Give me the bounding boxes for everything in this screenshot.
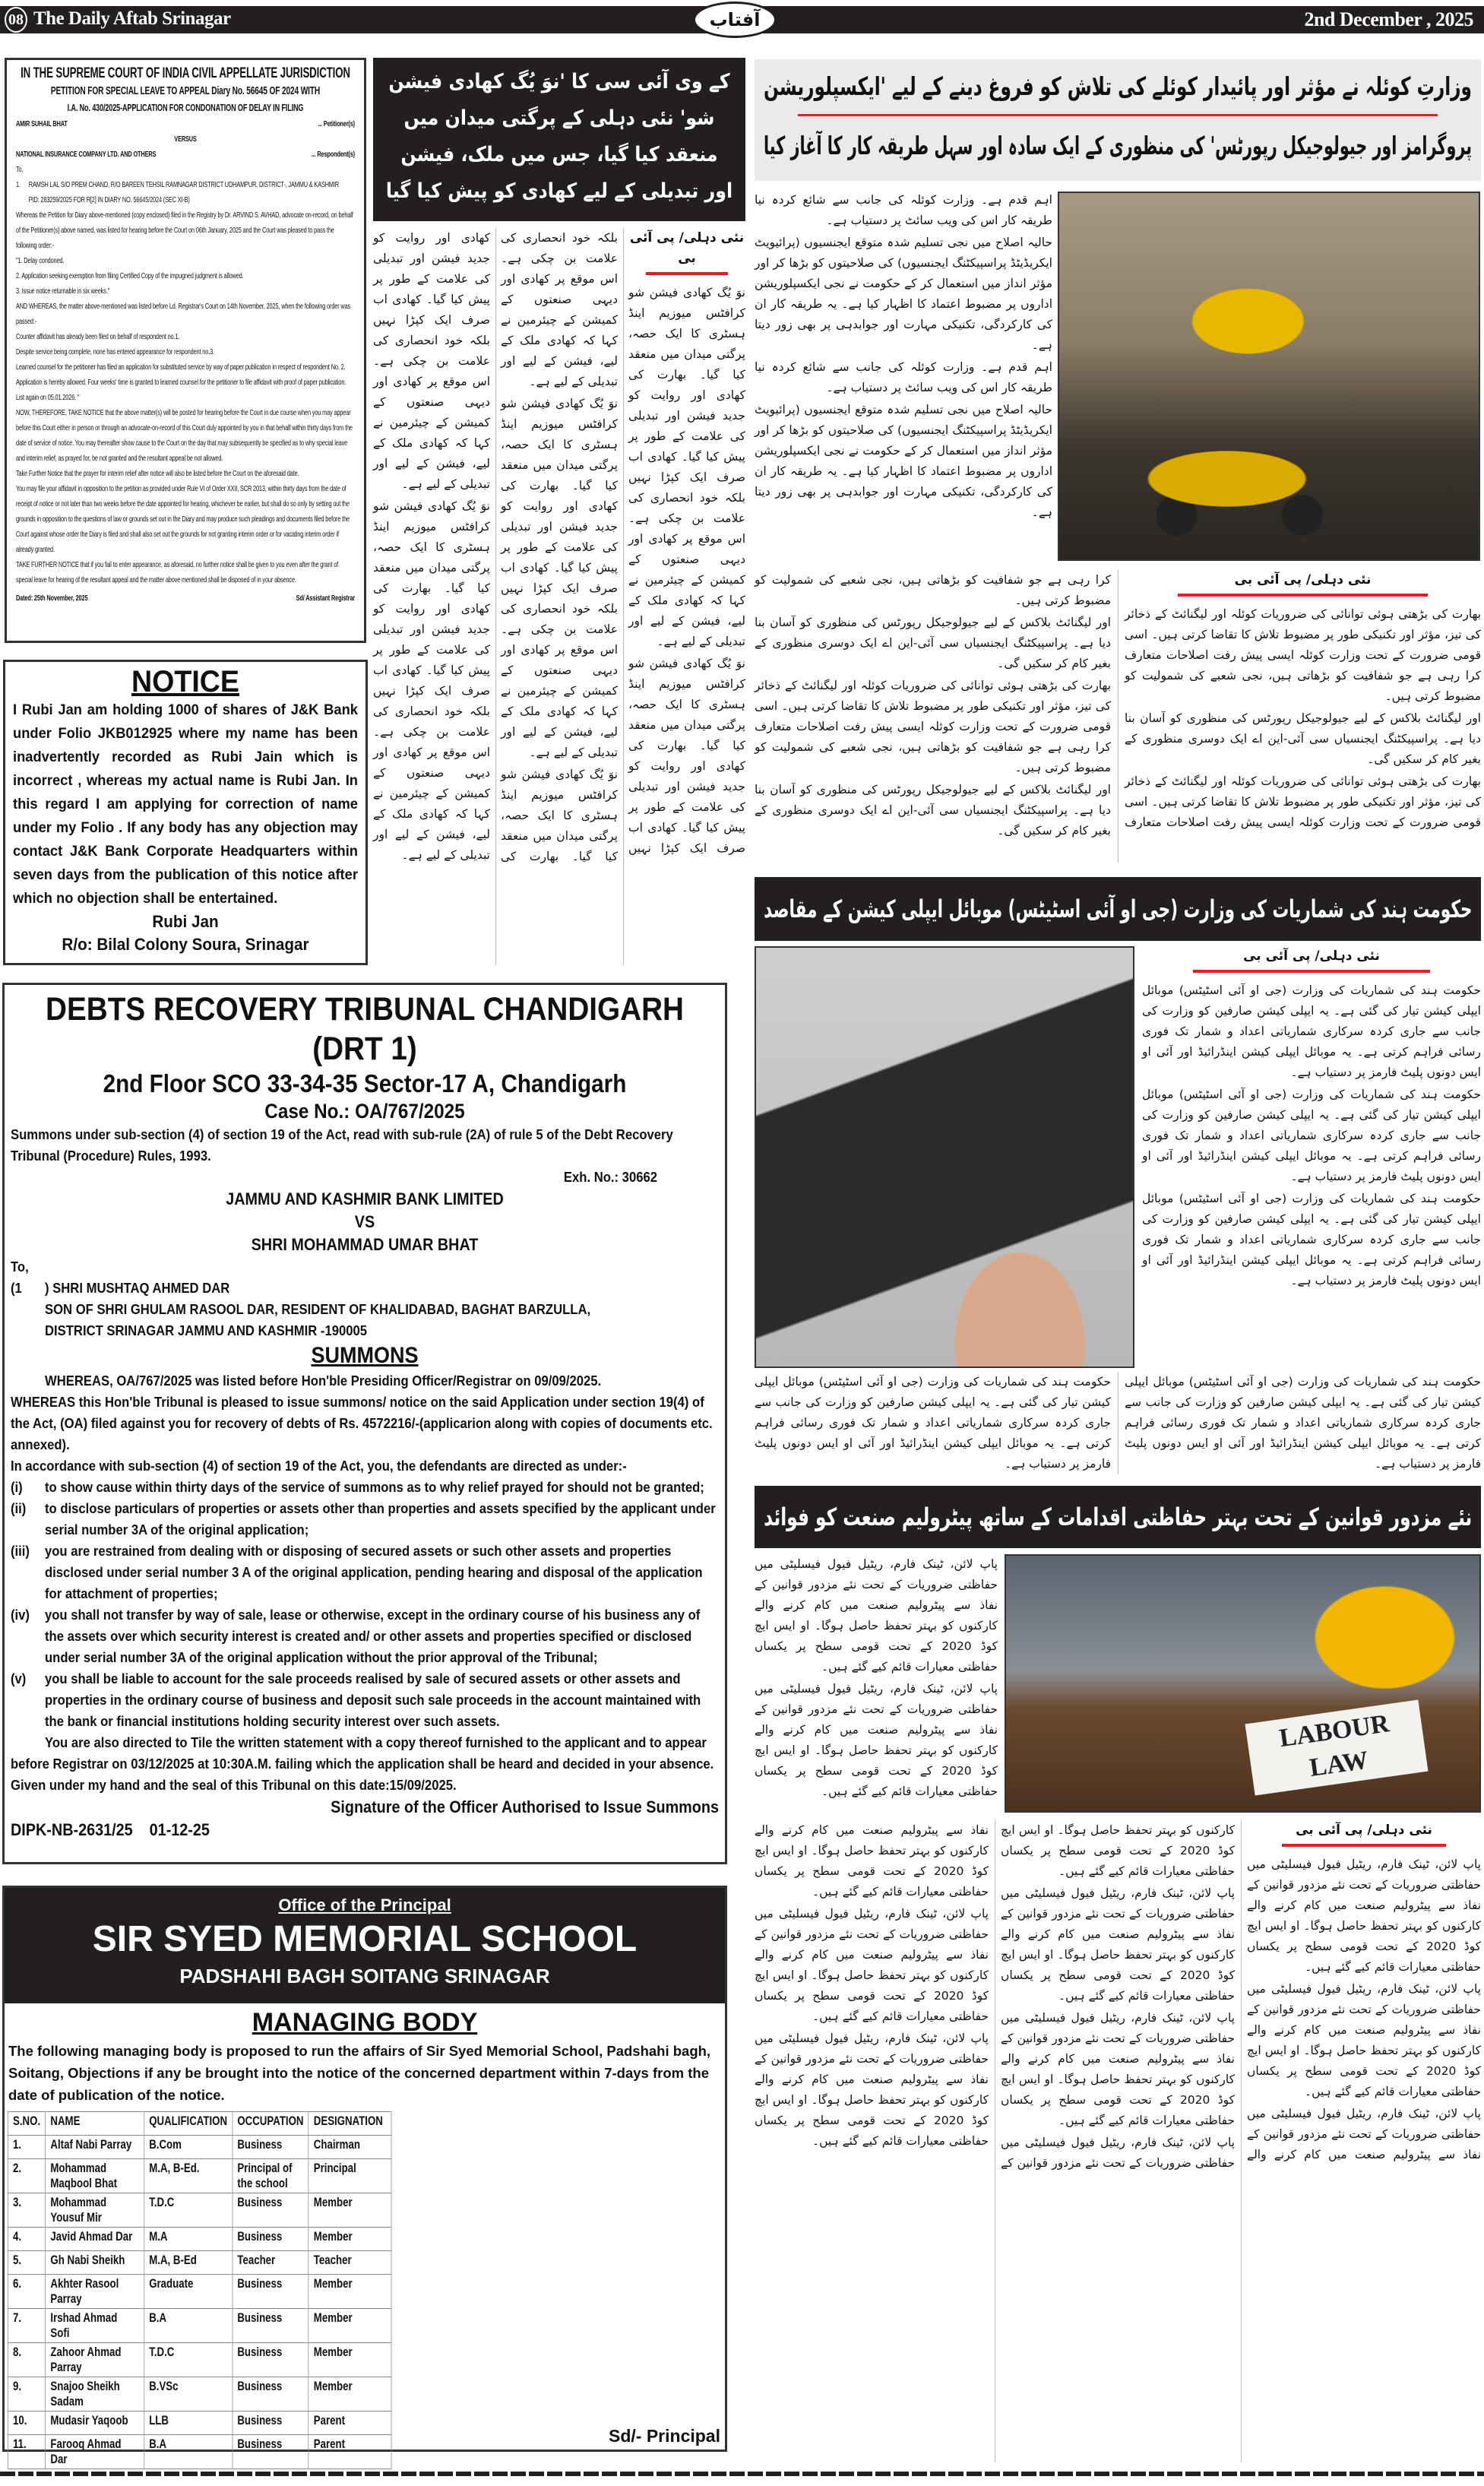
coal-headline-line-2: پروگرامز اور جیولوجیکل رپورٹس' کی منظوری کے ایک سادہ اور سہل طریقہ کار کا آغاز کیا xyxy=(763,131,1472,160)
issue-date: 2nd December , 2025 xyxy=(1304,8,1473,30)
notice-body: I Rubi Jan am holding 1000 of shares of J&K Bank under Folio JKB012925 where my name has been inadvertently recorded as Rubi Jain which is incorrect , whereas my actual name is Rubi Jan. In this regard I am applying for correction of name under my Folio . If any body has any objection may contact J&K Bank Corporate Headquarters within seven days from the publication of this notice after which no objection shall be entertained. xyxy=(13,701,358,907)
table-row xyxy=(8,2435,391,2469)
article-paragraph: پاپ لائن، ٹینک فارم، ریٹیل فیول فیسلیٹی میں حفاظتی ضروریات کے تحت نئے مزدور قوانین کے نفاذ سے پیٹرولیم صنعت میں کام کرنے والے کارکنوں کو بہتر تحفظ حاصل ہوگا۔ او ایس ایچ کوڈ 2020 کے تحت قومی سطح پر یکساں حفاظتی معیارات قائم کیے گئے ہیں۔ xyxy=(755,1557,998,1674)
whereas-listed: WHEREAS, OA/767/2025 was listed before Hon'ble Presiding Officer/Registrar on 09/09/2025. xyxy=(45,1373,602,1389)
table-cell: Mudasir Yaqoob xyxy=(46,2412,144,2435)
table-cell: B.Com xyxy=(144,2136,233,2159)
summons-heading: SUMMONS xyxy=(311,1343,419,1368)
table-cell: M.A, B-Ed xyxy=(144,2251,233,2275)
mobile-phone-photo xyxy=(755,946,1134,1368)
table-cell: Mohammad Yousuf Mir xyxy=(46,2193,144,2228)
divider xyxy=(1193,970,1430,973)
article-body xyxy=(1142,980,1481,1291)
article-body xyxy=(755,1820,1481,2174)
direction-item xyxy=(11,1541,719,1604)
notice-paragraph: NOW, THEREFORE, TAKE NOTICE that the above matter(s) will be posted for hearing before the Court in due course when you may appear before this Court either in person or through an advocate-on-record of this Court duly appointed by you in that behalf within thirty days from the date of service of notice. You may thereafter show cause to the Court on the day that may subsequently be specified as to why special leave and interim relief, as prayed for, be not granted and the resultant appeal be not allowed. xyxy=(16,408,353,463)
table-cell: Business xyxy=(233,2412,309,2435)
table-row xyxy=(8,2228,391,2251)
name-correction-notice xyxy=(3,660,368,965)
vs: VS xyxy=(354,1212,375,1231)
column-header: S.NO. xyxy=(8,2112,45,2136)
notice-paragraph: Despite service being complete, none has entered appearance for respondent no.3. xyxy=(16,347,214,356)
coal-headline-line-2-row xyxy=(755,116,1481,176)
table-cell: B.A xyxy=(144,2309,233,2343)
coal-article-top xyxy=(755,190,1052,562)
direction-number: (iii) xyxy=(11,1543,30,1559)
table-cell: Member xyxy=(309,2228,391,2251)
dateline: نئی دہلی/ پی آئی بی xyxy=(1234,572,1372,587)
column-header: QUALIFICATION xyxy=(144,2112,233,2136)
khadi-article xyxy=(373,228,745,965)
directions-list xyxy=(11,1477,719,1732)
column-header: NAME xyxy=(46,2112,144,2136)
article-paragraph: پاپ لائن، ٹینک فارم، ریٹیل فیول فیسلیٹی میں حفاظتی ضروریات کے تحت نئے مزدور قوانین کے نفاذ سے پیٹرولیم صنعت میں کام کرنے والے کارکنوں کو بہتر تحفظ حاصل ہوگا۔ او ایس ایچ کوڈ 2020 کے تحت قومی سطح پر یکساں حفاظتی معیارات قائم کیے گئے ہیں۔ xyxy=(1247,1982,1481,2098)
addressee-line-2: DISTRICT SRINAGAR JAMMU AND KASHMIR -190005 xyxy=(45,1322,368,1338)
addressee: RAMSH LAL S/O PREM CHAND, R/O BAREEN TEHSIL RAMNAGAR DISTRICT UDHAMPUR, DISTRICT-, JAMMU & KASHMIR xyxy=(28,180,339,189)
article-paragraph: اور لیگنائٹ بلاکس کے لیے جیولوجیکل رپورٹس کی منظوری کو آسان بنا دیا ہے۔ پراسپیکٹنگ ایجنسیاں سی آئی-این اے ایک دوسری منظوری کے بغیر کام کر سکیں گی۔ xyxy=(755,783,1111,838)
table-cell: Business xyxy=(233,2193,309,2228)
divider xyxy=(1178,594,1427,597)
coal-headline-line-1: وزارتِ کوئلہ نے مؤثر اور پائیدار کوئلے کی تلاش کو فروغ دینے کے لیے 'ایکسپلوریشن xyxy=(764,71,1472,101)
table-cell: 5. xyxy=(8,2251,45,2275)
table-cell: 3. xyxy=(8,2193,45,2228)
article-paragraph: اور لیگنائٹ بلاکس کے لیے جیولوجیکل رپورٹس کی منظوری کو آسان بنا دیا ہے۔ پراسپیکٹنگ ایجنسیاں سی آئی-این اے ایک دوسری منظوری کے بغیر کام کر سکیں گی۔ xyxy=(755,616,1111,670)
article-paragraph: پاپ لائن، ٹینک فارم، ریٹیل فیول فیسلیٹی میں حفاظتی ضروریات کے تحت نئے مزدور قوانین کے نفاذ سے پیٹرولیم صنعت میں کام کرنے والے کارکنوں کو بہتر تحفظ حاصل ہوگا۔ او ایس ایچ کوڈ 2020 کے تحت قومی سطح پر یکساں حفاظتی معیارات قائم کیے گئے ہیں۔ xyxy=(1247,1857,1481,1974)
table-cell: Javid Ahmad Dar xyxy=(46,2228,144,2251)
notice-paragraph: "1. Delay condoned. xyxy=(16,256,65,265)
also-directed: You are also directed to Tile the written statement with a copy thereof furnished to the applicant and to appear before Registrar on 03/12/2025 at 10:30A.M. failing which the application shall be heard and decided in your absence. xyxy=(11,1734,714,1772)
article-paragraph: پاپ لائن، ٹینک فارم، ریٹیل فیول فیسلیٹی میں حفاظتی ضروریات کے تحت نئے مزدور قوانین کے نفاذ سے پیٹرولیم صنعت میں کام کرنے والے کارکنوں کو بہتر تحفظ حاصل ہوگا۔ او ایس ایچ کوڈ 2020 کے تحت قومی سطح پر یکساں حفاظتی معیارات قائم کیے گئے ہیں۔ xyxy=(755,2032,989,2148)
article-body xyxy=(755,190,1052,523)
school-header xyxy=(5,1888,725,2003)
statistics-headline-box xyxy=(755,877,1481,941)
statistics-article-bottom xyxy=(755,1372,1481,1474)
table-cell: Business xyxy=(233,2275,309,2309)
table-cell: Business xyxy=(233,2435,309,2469)
table-cell: B.VSc xyxy=(144,2377,233,2412)
article-paragraph: بھارت کی بڑھتی ہوئی توانائی کی ضروریات کوئلہ اور لیگنائٹ کے ذخائر کی تیز، مؤثر اور تکنیکی طور پر مضبوط تلاش کا تقاضا کرتی ہیں۔ اسی قومی ضرورت کے تحت وزارت کوئلہ ایسی پیش رفت اصلاحات متعارف کرا رہی ہے جو شفافیت کو بڑھاتی ہیں، نجی شعبے کی شمولیت کو مضبوط کرتی ہیں۔ xyxy=(755,573,1481,829)
notice-paragraph: 3. Issue notice returnable in six weeks." xyxy=(16,287,110,296)
article-paragraph: اہم قدم ہے۔ وزارت کوئلہ کی جانب سے شائع کردہ نیا طریقہ کار اس کی ویب سائٹ پر دستیاب ہے۔ xyxy=(755,193,1052,227)
article-paragraph: پاپ لائن، ٹینک فارم، ریٹیل فیول فیسلیٹی میں حفاظتی ضروریات کے تحت نئے مزدور قوانین کے نفاذ سے پیٹرولیم صنعت میں کام کرنے والے کارکنوں کو بہتر تحفظ حاصل ہوگا۔ او ایس ایچ کوڈ 2020 کے تحت قومی سطح پر یکساں حفاظتی معیارات قائم کیے گئے ہیں۔ xyxy=(755,1823,1235,2170)
notice-paragraph: TAKE FURTHER NOTICE that if you fail to enter appearance, as aforesaid, no further notice shall be given to you even after the grant of special leave for hearing of the resultant appeal and the matter above mentioned shall be disposed of in your absence. xyxy=(16,560,339,584)
table-cell: Teacher xyxy=(233,2251,309,2275)
dipk-reference: DIPK-NB-2631/25 01-12-25 xyxy=(11,1820,210,1839)
petitioner: AMIR SUHAIL BHAT xyxy=(16,119,68,128)
applicant: JAMMU AND KASHMIR BANK LIMITED xyxy=(226,1189,504,1208)
respondent-role: ... Respondent(s) xyxy=(311,150,355,159)
pid: PID: 283259/2025 FOR R[2] IN DIARY NO. 56645/2024 (SEC XI-B) xyxy=(28,195,190,204)
article-paragraph: پاپ لائن، ٹینک فارم، ریٹیل فیول فیسلیٹی میں حفاظتی ضروریات کے تحت نئے مزدور قوانین کے نفاذ سے پیٹرولیم صنعت میں کام کرنے والے کارکنوں کو بہتر تحفظ حاصل ہوگا۔ او ایس ایچ کوڈ 2020 کے تحت قومی سطح پر یکساں حفاظتی معیارات قائم کیے گئے ہیں۔ xyxy=(1001,2011,1235,2127)
article-body xyxy=(373,228,745,867)
notice-paragraph: You may file your affidavit in opposition to the petition as provided under Rule VI of Order XXII, SCR 2013, within thirty days from the date of receipt of notice or not later than two weeks before the date appointed for hearing, whichever be earlier, but shall do so only by setting out the grounds in opposition to the questions of law or grounds set out in the Diary and may produce such pleadings and documents filed before the Court against whose order the Diary is filed and shall also set out the grounds for not granting interim order or for vacating interim order if already granted. xyxy=(16,484,350,554)
article-paragraph: حکومت ہند کی شماریات کی وزارت (جی او آئی اسٹیٹس) موبائل ایپلی کیشن تیار کی گئی ہے۔ یہ ایپلی کیشن صارفین کو وزارت کی جانب سے جاری کردہ سرکاری شماریاتی اعداد و شمار تک فوری رسائی فراہم کرتی ہے۔ یہ موبائل ایپلی کیشن اینڈرائیڈ اور آئی او ایس دونوں پلیٹ فارمز پر دستیاب ہے۔ xyxy=(1142,1192,1481,1287)
table-cell: Irshad Ahmad Sofi xyxy=(46,2309,144,2343)
statistics-headline: حکومت ہند کی شماریات کی وزارت (جی او آئی اسٹیٹس) موبائل ایپلی کیشن کے مقاصد xyxy=(763,895,1472,923)
table-cell: 7. xyxy=(8,2309,45,2343)
table-cell: 1. xyxy=(8,2136,45,2159)
direction-text: to show cause within thirty days of the service of summons as to why relief prayed for should not be granted; xyxy=(45,1479,704,1495)
dateline: نئی دہلی/ پی آئی بی xyxy=(1243,948,1380,964)
officer-signature: Signature of the Officer Authorised to Issue Summons xyxy=(331,1797,719,1816)
paper-name: The Daily Aftab Srinagar xyxy=(33,8,231,29)
article-paragraph: پاپ لائن، ٹینک فارم، ریٹیل فیول فیسلیٹی میں حفاظتی ضروریات کے تحت نئے مزدور قوانین کے نفاذ سے پیٹرولیم صنعت میں کام کرنے والے کارکنوں کو بہتر تحفظ حاصل ہوگا۔ او ایس ایچ کوڈ 2020 کے تحت قومی سطح پر یکساں حفاظتی معیارات قائم کیے گئے ہیں۔ xyxy=(755,1907,989,2023)
notice-paragraph: List again on 05.01.2026. " xyxy=(16,393,80,402)
table-row xyxy=(8,2251,391,2275)
coal-headline xyxy=(755,59,1481,181)
article-paragraph: پاپ لائن، ٹینک فارم، ریٹیل فیول فیسلیٹی میں حفاظتی ضروریات کے تحت نئے مزدور قوانین کے نفاذ سے پیٹرولیم صنعت میں کام کرنے والے کارکنوں کو بہتر تحفظ حاصل ہوگا۔ او ایس ایچ کوڈ 2020 کے تحت قومی سطح پر یکساں حفاظتی معیارات قائم کیے گئے ہیں۔ xyxy=(755,1682,998,1798)
article-paragraph: حالیہ اصلاح میں نجی تسلیم شدہ متوقع ایجنسیوں (پرائیویٹ ایکریڈیٹڈ پراسپیکٹنگ ایجنسیوں) کی صلاحیتوں کو بڑھا کر اور مؤثر انداز میں استعمال کر کے حکومت نے نجی ایکسپلوریشن اداروں پر مضبوط اعتماد کا اظہار کیا ہے۔ یہ طریقہ کار ان کی کارکردگی، تکنیکی مہارت اور جوابدہی پر بھی زور دیتا ہے۔ xyxy=(755,403,1052,519)
summons-intro: Summons under sub-section (4) of section 19 of the Act, read with sub-rule (2A) of rule 5 of the Debt Recovery Tribunal (Procedure) Rules, 1993. xyxy=(11,1126,673,1164)
direction-text: you are restrained from dealing with or disposing of secured assets or such other assets and properties disclosed under serial number 3 A of the original application, pending hearing and disposal of the application for attachment of properties; xyxy=(45,1543,703,1601)
table-row xyxy=(8,2136,391,2159)
given-under-hand: Given under my hand and the seal of this Tribunal on this date:15/09/2025. xyxy=(11,1777,457,1793)
notice-paragraph: Whereas the Petition for Diary above-mentioned (copy enclosed) filed in the Registry by Dr. ARVIND S. AVHAD, advocate on-record, on behalf of the Petitioner(s) above named, was listed for hearing before the Court on 06th January, 2025 and the Court was pleased to pass the following order:- xyxy=(16,211,353,250)
case-number: Case No.: OA/767/2025 xyxy=(264,1100,465,1123)
table-cell: Principal xyxy=(309,2159,391,2193)
labour-article-bottom xyxy=(755,1820,1481,2462)
table-row xyxy=(8,2412,391,2435)
managing-body-intro-box xyxy=(5,2040,725,2108)
table-cell: Farooq Ahmad Dar xyxy=(46,2435,144,2469)
article-paragraph: حکومت ہند کی شماریات کی وزارت (جی او آئی اسٹیٹس) موبائل ایپلی کیشن تیار کی گئی ہے۔ یہ ایپلی کیشن صارفین کو وزارت کی جانب سے جاری کردہ سرکاری شماریاتی اعداد و شمار تک فوری رسائی فراہم کرتی ہے۔ یہ موبائل ایپلی کیشن اینڈرائیڈ اور آئی او ایس دونوں پلیٹ فارمز پر دستیاب ہے۔ xyxy=(1142,1088,1481,1183)
to-label: To, xyxy=(11,1259,29,1275)
notice-paragraph: Counter affidavit has already been filed on behalf of respondent no.1. xyxy=(16,332,180,341)
school-managing-body-notice xyxy=(2,1886,727,2466)
table-cell: Business xyxy=(233,2228,309,2251)
table-cell: Member xyxy=(309,2309,391,2343)
table-cell: Altaf Nabi Parray xyxy=(46,2136,144,2159)
direction-number: (i) xyxy=(11,1479,23,1495)
article-paragraph: نوَ یُگ کھادی فیشن شو کرافٹس میوزیم اینڈ ہسٹری کا ایک حصہ، پرگتی میدان میں منعقد کیا گیا۔ بھارت کی کھادی اور روایت کو جدید فیشن اور تبدیلی کی علامت کے طور پر پیش کیا گیا۔ کھادی اب صرف ایک کپڑا نہیں بلکہ خود انحصاری کی علامت بن چکی ہے۔ اس موقع پر کھادی اور دیہی صنعتوں کے کمیشن کے چیئرمین نے کہا کہ کھادی ملک کے لیے، فیشن کے لیے اور تبدیلی کے لیے ہے۔ xyxy=(628,286,745,648)
page-number: 08 xyxy=(5,7,27,33)
column-header: DESIGNATION xyxy=(309,2112,391,2136)
to-label: To, xyxy=(16,165,24,174)
supreme-court-notice xyxy=(5,58,366,643)
table-row xyxy=(8,2193,391,2228)
table-cell: T.D.C xyxy=(144,2343,233,2377)
table-row xyxy=(8,2275,391,2309)
table-cell: 6. xyxy=(8,2275,45,2309)
table-row xyxy=(8,2377,391,2412)
table-cell: Business xyxy=(233,2136,309,2159)
article-body xyxy=(755,570,1481,841)
direction-text: to disclose particulars of properties or assets other than properties and assets specified by the applicant under serial number 3A of the original application; xyxy=(45,1500,716,1538)
addressee-number: 1. xyxy=(16,180,21,189)
drt-address: 2nd Floor SCO 33-34-35 Sector-17 A, Chandigarh xyxy=(103,1069,627,1097)
table-cell: Akhter Rasool Parray xyxy=(46,2275,144,2309)
table-cell: Member xyxy=(309,2343,391,2377)
addressee-number: (1 xyxy=(11,1280,22,1296)
article-paragraph: نوَ یُگ کھادی فیشن شو کرافٹس میوزیم اینڈ ہسٹری کا ایک حصہ، پرگتی میدان میں منعقد کیا گیا۔ بھارت کی کھادی اور روایت کو جدید فیشن اور تبدیلی کی علامت کے طور پر پیش کیا گیا۔ کھادی اب صرف ایک کپڑا نہیں بلکہ خود انحصاری کی علامت بن چکی ہے۔ اس موقع پر کھادی اور دیہی صنعتوں کے کمیشن کے چیئرمین نے کہا کہ کھادی ملک کے لیے، فیشن کے لیے اور تبدیلی کے لیے ہے۔ xyxy=(501,231,745,855)
table-cell: 2. xyxy=(8,2159,45,2193)
labour-headline: نئے مزدور قوانین کے تحت بہتر حفاظتی اقدامات کے ساتھ پیٹرولیم صنعت کو فوائد xyxy=(763,1503,1472,1531)
direction-item xyxy=(11,1668,719,1732)
table-cell: M.A xyxy=(144,2228,233,2251)
table-cell: Chairman xyxy=(309,2136,391,2159)
article-paragraph: نوَ یُگ کھادی فیشن شو کرافٹس میوزیم اینڈ ہسٹری کا ایک حصہ، پرگتی میدان میں منعقد کیا گیا۔ بھارت کی کھادی اور روایت کو جدید فیشن اور تبدیلی کی علامت کے طور پر پیش کیا گیا۔ کھادی اب صرف ایک کپڑا نہیں بلکہ خود انحصاری کی علامت بن چکی ہے۔ اس موقع پر کھادی اور دیہی صنعتوں کے کمیشن کے چیئرمین نے کہا کہ کھادی ملک کے لیے، فیشن کے لیے اور تبدیلی کے لیے ہے۔ xyxy=(373,231,618,863)
table-cell: 4. xyxy=(8,2228,45,2251)
article-paragraph: حالیہ اصلاح میں نجی تسلیم شدہ متوقع ایجنسیوں (پرائیویٹ ایکریڈیٹڈ پراسپیکٹنگ ایجنسیوں) کی صلاحیتوں کو بڑھا کر اور مؤثر انداز میں استعمال کر کے حکومت نے نجی ایکسپلوریشن اداروں پر مضبوط اعتماد کا اظہار کیا ہے۔ یہ طریقہ کار ان کی کارکردگی، تکنیکی مہارت اور جوابدہی پر بھی زور دیتا ہے۔ xyxy=(755,236,1052,352)
signatory: Sd/ Assistant Registrar xyxy=(296,594,355,603)
notice-paragraph: Take Further Notice that the prayer for interim relief after notice will also be listed before the Court on the aforesaid date. xyxy=(16,469,299,478)
table-cell: Business xyxy=(233,2377,309,2412)
notice-paragraph: 2. Application seeking exemption from filing Certified Copy of the impugned judgment is allowed. xyxy=(16,271,244,280)
notice-subtitle-2: I.A. No. 430/2025-APPLICATION FOR CONDONATION OF DELAY IN FILING xyxy=(67,102,304,113)
article-paragraph: حکومت ہند کی شماریات کی وزارت (جی او آئی اسٹیٹس) موبائل ایپلی کیشن تیار کی گئی ہے۔ یہ ایپلی کیشن صارفین کو وزارت کی جانب سے جاری کردہ سرکاری شماریاتی اعداد و شمار تک فوری رسائی فراہم کرتی ہے۔ یہ موبائل ایپلی کیشن اینڈرائیڈ اور آئی او ایس دونوں پلیٹ فارمز پر دستیاب ہے۔ xyxy=(755,1375,1111,1471)
table-cell: Member xyxy=(309,2377,391,2412)
labour-headline-box xyxy=(755,1486,1481,1548)
versus: VERSUS xyxy=(174,135,197,144)
direction-text: you shall not transfer by way of sale, lease or otherwise, except in the ordinary course of his business any of the assets over which security interest is created and/ or other assets and properties specified or disclosed under serial number 3A of the original application without the prior approval of the Tribunal; xyxy=(45,1607,701,1665)
dated: Dated: 25th November, 2025 xyxy=(16,594,88,603)
managing-body-table-wrap xyxy=(8,2111,391,2469)
whereas-summons: WHEREAS this Hon'ble Tribunal is pleased to issue summons/ notice on the said Application under section 19(4) of the Act, (OA) filed against you for recovery of debts of Rs. 4572216/-(applicarion along with copies of documents etc. annexed). xyxy=(11,1394,713,1452)
article-body xyxy=(755,1372,1481,1474)
managing-body-intro: The following managing body is proposed to run the affairs of Sir Syed Memorial School, Padshahi bagh, Soitang, Objections if any be brought into the notice of the concerned department within 7-days from the date of publication of the notice. xyxy=(8,2043,711,2103)
article-paragraph: پاپ لائن، ٹینک فارم، ریٹیل فیول فیسلیٹی میں حفاظتی ضروریات کے تحت نئے مزدور قوانین کے نفاذ سے پیٹرولیم صنعت میں کام کرنے والے کارکنوں کو بہتر تحفظ حاصل ہوگا۔ او ایس ایچ کوڈ 2020 کے تحت قومی سطح پر یکساں حفاظتی معیارات قائم کیے گئے ہیں۔ xyxy=(1001,1886,1235,2003)
table-cell: Graduate xyxy=(144,2275,233,2309)
table-cell: 9. xyxy=(8,2377,45,2412)
table-cell: LLB xyxy=(144,2412,233,2435)
notice-address: R/o: Bilal Colony Soura, Srinagar xyxy=(62,935,309,954)
school-address: PADSHAHI BAGH SOITANG SRINAGAR xyxy=(179,1965,550,1987)
table-row xyxy=(8,2159,391,2193)
table-cell: Business xyxy=(233,2309,309,2343)
table-row xyxy=(8,2343,391,2377)
article-paragraph: بھارت کی بڑھتی ہوئی توانائی کی ضروریات کوئلہ اور لیگنائٹ کے ذخائر کی تیز، مؤثر اور تکنیکی طور پر مضبوط تلاش کا تقاضا کرتی ہیں۔ اسی قومی ضرورت کے تحت وزارت کوئلہ ایسی پیش رفت اصلاحات متعارف کرا رہی ہے جو شفافیت کو بڑھاتی ہیں، نجی شعبے کی شمولیت کو مضبوط کرتی ہیں۔ xyxy=(755,679,1111,774)
notice-heading: NOTICE xyxy=(131,665,240,698)
bottom-rule xyxy=(0,2472,1484,2476)
notice-name: Rubi Jan xyxy=(152,912,219,931)
labour-law-photo xyxy=(1005,1554,1481,1813)
direction-item xyxy=(11,1477,719,1498)
article-paragraph: نوَ یُگ کھادی فیشن شو کرافٹس میوزیم اینڈ ہسٹری کا ایک حصہ، پرگتی میدان میں منعقد کیا گیا۔ بھارت کی کھادی اور روایت کو جدید فیشن اور تبدیلی کی علامت کے طور پر پیش کیا گیا۔ کھادی اب صرف ایک کپڑا نہیں بلکہ خود انحصاری کی علامت بن چکی ہے۔ اس موقع پر کھادی اور دیہی صنعتوں کے کمیشن کے چیئرمین نے کہا کہ کھادی ملک کے لیے، فیشن کے لیے اور تبدیلی کے لیے ہے۔ xyxy=(373,499,490,862)
table-row xyxy=(8,2309,391,2343)
article-paragraph: پاپ لائن، ٹینک فارم، ریٹیل فیول فیسلیٹی میں حفاظتی ضروریات کے تحت نئے مزدور قوانین کے نفاذ سے پیٹرولیم صنعت میں کام کرنے والے کارکنوں کو بہتر تحفظ حاصل ہوگا۔ او ایس ایچ کوڈ 2020 کے تحت قومی سطح پر یکساں حفاظتی معیارات قائم کیے گئے ہیں۔ xyxy=(1001,1823,1481,2161)
defendant: SHRI MOHAMMAD UMAR BHAT xyxy=(251,1235,479,1254)
table-cell: M.A, B-Ed. xyxy=(144,2159,233,2193)
direction-number: (v) xyxy=(11,1671,27,1686)
divider xyxy=(1282,1844,1446,1847)
table-cell: Member xyxy=(309,2275,391,2309)
table-cell: B.A xyxy=(144,2435,233,2469)
table-cell: Gh Nabi Sheikh xyxy=(46,2251,144,2275)
notice-paragraph: AND WHEREAS, the matter above-mentioned was listed before Ld. Registrar's Court on 14th November, 2025, when the following order was passed:- xyxy=(16,302,351,326)
dateline: نئی دہلی/ پی آئی بی xyxy=(1296,1823,1432,1838)
labour-law-sign: LABOUR LAW xyxy=(1245,1699,1429,1795)
article-body xyxy=(755,1554,998,1802)
table-cell: 11. xyxy=(8,2435,45,2469)
article-paragraph: اہم قدم ہے۔ وزارت کوئلہ کی جانب سے شائع کردہ نیا طریقہ کار اس کی ویب سائٹ پر دستیاب ہے۔ xyxy=(755,360,1052,394)
direction-number: (iv) xyxy=(11,1607,30,1623)
addressee-line-1: SON OF SHRI GHULAM RASOOL DAR, RESIDENT OF KHALIDABAD, BAGHAT BARZULLA, xyxy=(45,1301,591,1317)
table-cell: T.D.C xyxy=(144,2193,233,2228)
divider xyxy=(646,272,728,275)
labour-article-side xyxy=(755,1554,998,1816)
khadi-headline: کے وی آئی سی کا 'نوَ یُگ کھادی فیشن شو' نئی دہلی کے پرگتی میدان میں منعقد کیا گیا، جس میں ملک، فیشن اور تبدیلی کے لیے کھادی کو پیش کیا گیا xyxy=(385,70,733,203)
mining-truck-photo xyxy=(1058,192,1480,561)
table-cell: Zahoor Ahmad Parray xyxy=(46,2343,144,2377)
direction-intro: In accordance with sub-section (4) of section 19 of the Act, you, the defendants are directed as under:- xyxy=(11,1458,627,1474)
exhibit-number: Exh. No.: 30662 xyxy=(563,1169,657,1185)
direction-item xyxy=(11,1498,719,1541)
notice-body xyxy=(16,207,355,587)
direction-item xyxy=(11,1604,719,1668)
petitioner-role: ... Petitioner(s) xyxy=(318,119,355,128)
table-cell: Member xyxy=(309,2193,391,2228)
table-cell: 8. xyxy=(8,2343,45,2377)
coal-article-bottom xyxy=(755,570,1481,863)
notice-title: IN THE SUPREME COURT OF INDIA CIVIL APPELLATE JURISDICTION xyxy=(21,65,350,81)
table-cell: Principal of the school xyxy=(233,2159,309,2193)
table-cell: Parent xyxy=(309,2435,391,2469)
table-cell: Teacher xyxy=(309,2251,391,2275)
article-paragraph: بھارت کی بڑھتی ہوئی توانائی کی ضروریات کوئلہ اور لیگنائٹ کے ذخائر کی تیز، مؤثر اور تکنیکی طور پر مضبوط تلاش کا تقاضا کرتی ہیں۔ اسی قومی ضرورت کے تحت وزارت کوئلہ ایسی پیش رفت اصلاحات متعارف کرا رہی ہے جو شفافیت کو بڑھاتی ہیں، نجی شعبے کی شمولیت کو مضبوط کرتی ہیں۔ xyxy=(1125,607,1481,703)
column-header: OCCUPATION xyxy=(233,2112,309,2136)
article-paragraph: حکومت ہند کی شماریات کی وزارت (جی او آئی اسٹیٹس) موبائل ایپلی کیشن تیار کی گئی ہے۔ یہ ایپلی کیشن صارفین کو وزارت کی جانب سے جاری کردہ سرکاری شماریاتی اعداد و شمار تک فوری رسائی فراہم کرتی ہے۔ یہ موبائل ایپلی کیشن اینڈرائیڈ اور آئی او ایس دونوں پلیٹ فارمز پر دستیاب ہے۔ xyxy=(1125,1375,1481,1471)
newspaper-logo: آفتاب xyxy=(693,2,777,38)
drt-title: DEBTS RECOVERY TRIBUNAL CHANDIGARH (DRT 1) xyxy=(45,991,684,1067)
table-cell: 10. xyxy=(8,2412,45,2435)
coal-headline-line-1-row xyxy=(755,59,1481,114)
notice-subtitle: PETITION FOR SPECIAL LEAVE TO APPEAL Diary No. 56645 OF 2024 WITH xyxy=(50,85,321,97)
masthead xyxy=(0,6,1484,33)
addressee-name: ) SHRI MUSHTAQ AHMED DAR xyxy=(45,1280,230,1296)
drt-summons-notice xyxy=(2,983,727,1864)
principal-signature: Sd/- Principal xyxy=(609,2426,720,2446)
managing-body-heading: MANAGING BODY xyxy=(252,2008,478,2037)
table-cell: Mohammad Maqbool Bhat xyxy=(46,2159,144,2193)
article-paragraph: اور لیگنائٹ بلاکس کے لیے جیولوجیکل رپورٹس کی منظوری کو آسان بنا دیا ہے۔ پراسپیکٹنگ ایجنسیاں سی آئی-این اے ایک دوسری منظوری کے بغیر کام کر سکیں گی۔ xyxy=(1125,711,1481,766)
dateline: نئی دہلی/ پی آئی بی xyxy=(629,230,745,266)
article-paragraph: نوَ یُگ کھادی فیشن شو کرافٹس میوزیم اینڈ ہسٹری کا ایک حصہ، پرگتی میدان میں منعقد کیا گیا۔ بھارت کی کھادی اور روایت کو جدید فیشن اور تبدیلی کی علامت کے طور پر پیش کیا گیا۔ کھادی اب صرف ایک کپڑا نہیں بلکہ خود انحصاری کی علامت بن چکی ہے۔ اس موقع پر کھادی اور دیہی صنعتوں کے کمیشن کے چیئرمین نے کہا کہ کھادی ملک کے لیے، فیشن کے لیے اور تبدیلی کے لیے ہے۔ xyxy=(501,397,618,759)
direction-text: you shall be liable to account for the sale proceeds realised by sale of secured assets or other assets and properties in the ordinary course of business and deposit such sale proceeds in the account maintained with the bank or financial institutions holding security interest over such assets. xyxy=(45,1671,701,1729)
statistics-article-side xyxy=(1142,946,1481,1368)
article-paragraph: حکومت ہند کی شماریات کی وزارت (جی او آئی اسٹیٹس) موبائل ایپلی کیشن تیار کی گئی ہے۔ یہ ایپلی کیشن صارفین کو وزارت کی جانب سے جاری کردہ سرکاری شماریاتی اعداد و شمار تک فوری رسائی فراہم کرتی ہے۔ یہ موبائل ایپلی کیشن اینڈرائیڈ اور آئی او ایس دونوں پلیٹ فارمز پر دستیاب ہے۔ xyxy=(1142,983,1481,1079)
respondent: NATIONAL INSURANCE COMPANY LTD. AND OTHERS xyxy=(16,150,157,159)
managing-body-table xyxy=(8,2111,391,2469)
table-cell: Snajoo Sheikh Sadam xyxy=(46,2377,144,2412)
notice-paragraph: Learned counsel for the petitioner has filed an application for substituted service by way of paper publication in respect of respondent No. 2. Application is hereby allowed. Four weeks' time is granted to learned counsel for the petitioner to file affidavit with proof of paper publication. xyxy=(16,363,346,387)
table-cell: Parent xyxy=(309,2412,391,2435)
office-label: Office of the Principal xyxy=(278,1895,451,1914)
school-name: SIR SYED MEMORIAL SCHOOL xyxy=(92,1919,638,1959)
table-cell: Business xyxy=(233,2343,309,2377)
direction-number: (ii) xyxy=(11,1500,27,1516)
